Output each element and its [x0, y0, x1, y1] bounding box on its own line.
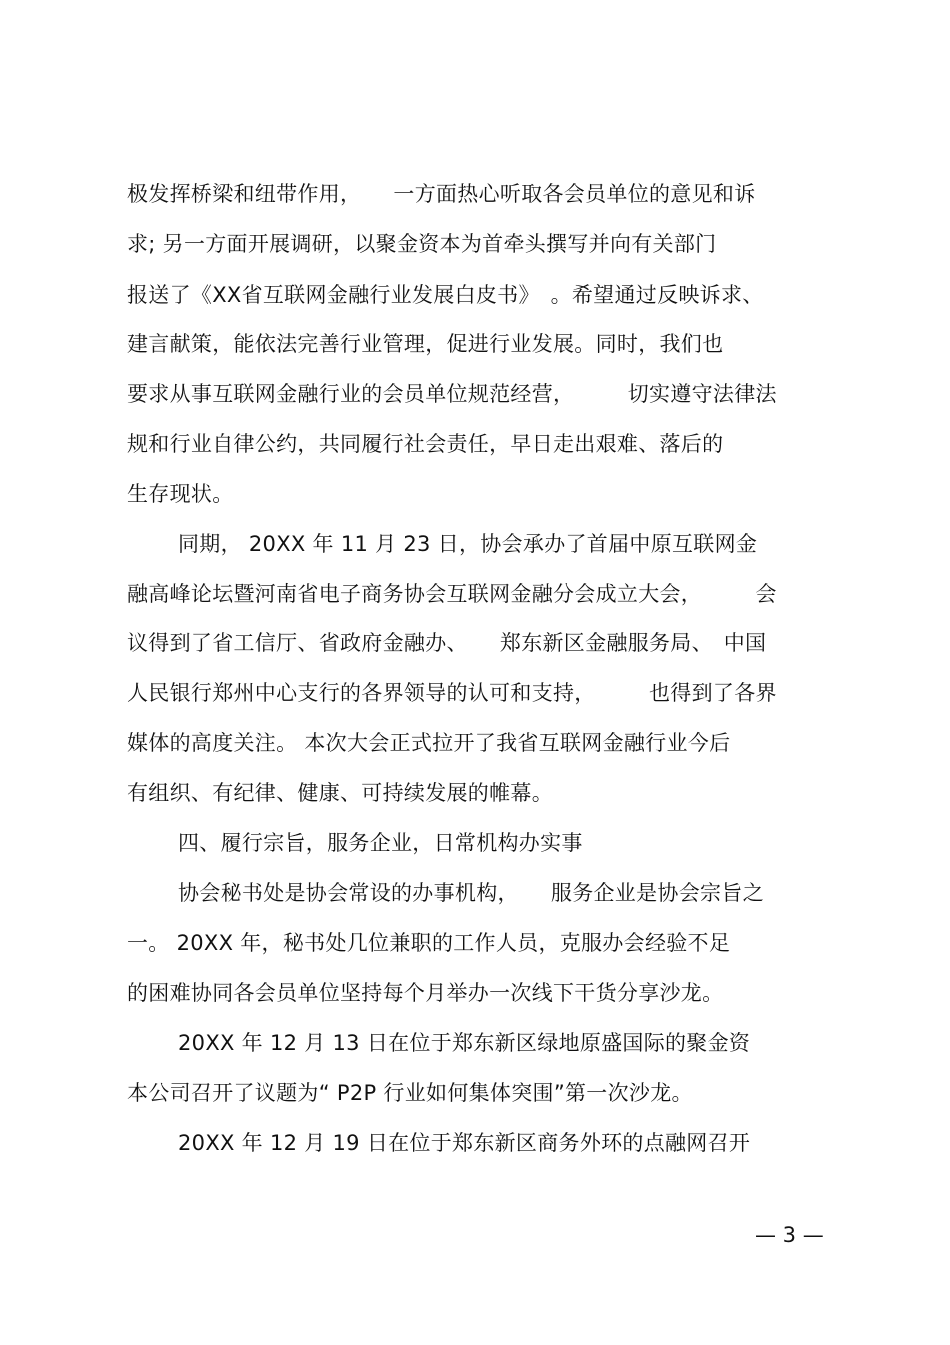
paragraph-first-line: 同期， 20XX 年 11 月 23 日，协会承办了首届中原互联网金	[178, 532, 758, 556]
text-line: 报送了《XX省互联网金融行业发展白皮书》 。希望通过反映诉求、	[127, 283, 764, 307]
text-line: 求; 另一方面开展调研，以聚金资本为首牵头撰写并向有关部门	[127, 232, 717, 256]
text-line: 有组织、有纪律、健康、可持续发展的帷幕。	[127, 781, 553, 805]
page-number: — 3 —	[755, 1223, 824, 1247]
paragraph-first-line: 协会秘书处是协会常设的办事机构， 服务企业是协会宗旨之	[178, 881, 764, 905]
paragraph-first-line: 20XX 年 12 月 13 日在位于郑东新区绿地原盛国际的聚金资	[178, 1031, 751, 1055]
text-line: 融高峰论坛暨河南省电子商务协会互联网金融分会成立大会， 会	[127, 582, 777, 606]
paragraph-first-line: 20XX 年 12 月 19 日在位于郑东新区商务外环的点融网召开	[178, 1131, 751, 1155]
text-line: 人民银行郑州中心支行的各界领导的认可和支持， 也得到了各界	[127, 681, 777, 705]
text-line: 极发挥桥梁和纽带作用， 一方面热心听取各会员单位的意见和诉	[127, 182, 756, 206]
text-line: 议得到了省工信厅、省政府金融办、 郑东新区金融服务局、 中国	[127, 631, 767, 655]
text-line: 要求从事互联网金融行业的会员单位规范经营， 切实遵守法律法	[127, 382, 777, 406]
text-line: 规和行业自律公约，共同履行社会责任，早日走出艰难、落后的	[127, 432, 724, 456]
text-line: 生存现状。	[127, 482, 234, 506]
text-line: 一。 20XX 年，秘书处几位兼职的工作人员，克服办会经验不足	[127, 931, 731, 955]
text-line: 媒体的高度关注。 本次大会正式拉开了我省互联网金融行业今后	[127, 731, 731, 755]
text-line: 建言献策，能依法完善行业管理，促进行业发展。同时，我们也	[127, 332, 724, 356]
section-heading: 四、履行宗旨，服务企业，日常机构办实事	[178, 831, 583, 855]
text-line: 的困难协同各会员单位坚持每个月举办一次线下干货分享沙龙。	[127, 981, 724, 1005]
text-line: 本公司召开了议题为“ P2P 行业如何集体突围”第一次沙龙。	[127, 1081, 693, 1105]
